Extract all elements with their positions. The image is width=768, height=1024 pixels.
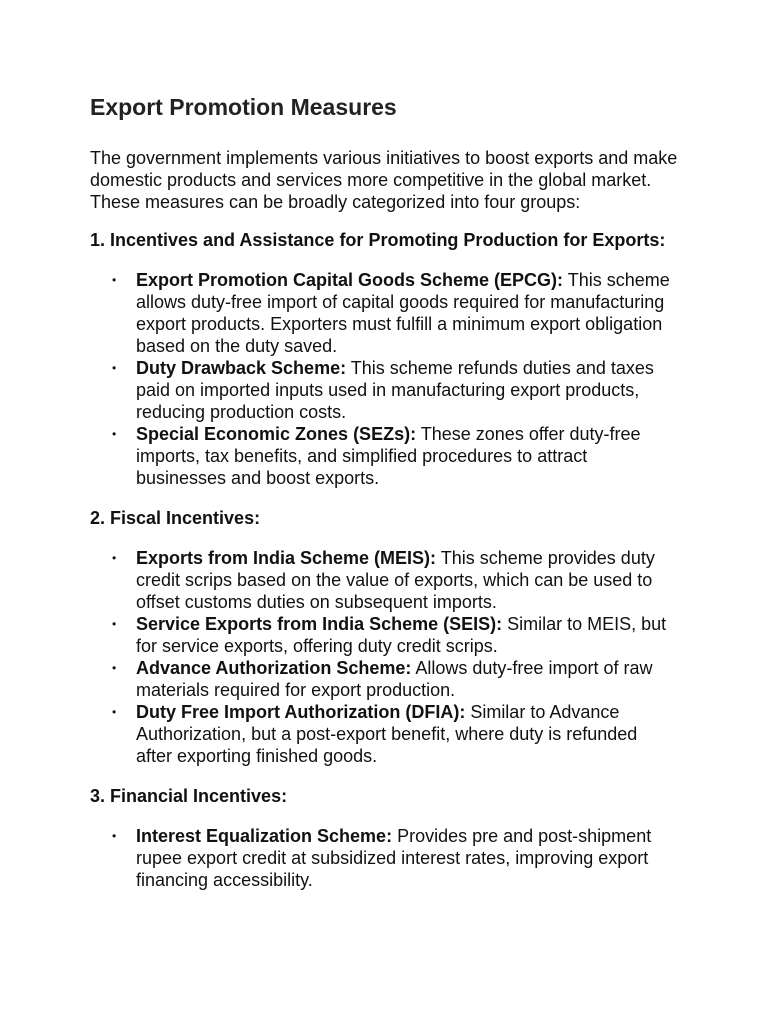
item-text: This scheme refunds duties and taxes paid on imported inputs used in manufacturing export products, reducing production costs. [136, 358, 654, 422]
item-text: Allows duty-free import of raw materials required for export production. [136, 658, 653, 700]
page-title: Export Promotion Measures [90, 94, 397, 120]
item-term: Advance Authorization Scheme: [136, 658, 412, 678]
item-term: Duty Drawback Scheme: [136, 358, 347, 378]
item-text: This scheme provides duty credit scrips based on the value of exports, which can be used to offset customs duties on subsequent imports. [136, 548, 655, 612]
item-text: These zones offer duty-free imports, tax benefits, and simplified procedures to attract businesses and boost exports. [136, 424, 641, 488]
section-list [90, 825, 678, 891]
item-text: Similar to MEIS, but for service exports, offering duty credit scrips. [136, 614, 667, 656]
item-term: Interest Equalization Scheme: [136, 826, 393, 846]
item-term: Export Promotion Capital Goods Scheme (EPCG): [136, 270, 564, 290]
list-item [90, 701, 678, 767]
intro-paragraph: The government implements various initiatives to boost exports and make domestic products and services more competitive in the global market. These measures can be broadly categorized into four groups: [90, 148, 678, 212]
section-heading: 2. Fiscal Incentives: [90, 508, 261, 528]
bullet-icon: • [112, 661, 117, 675]
bullet-icon: • [112, 829, 117, 843]
bullet-icon: • [112, 617, 117, 631]
bullet-icon: • [112, 273, 117, 287]
bullet-icon: • [112, 361, 117, 375]
section-heading: 1. Incentives and Assistance for Promoting Production for Exports: [90, 230, 666, 250]
list-item [90, 357, 678, 423]
bullet-icon: • [112, 427, 117, 441]
item-text: This scheme allows duty-free import of capital goods required for manufacturing export products. Exporters must fulfill a minimum export obligation based on the duty saved. [136, 270, 670, 356]
list-item [90, 613, 678, 657]
item-text: Similar to Advance Authorization, but a post-export benefit, where duty is refunded after exporting finished goods. [136, 702, 638, 766]
list-item [90, 657, 678, 701]
item-term: Duty Free Import Authorization (DFIA): [136, 702, 466, 722]
list-item [90, 825, 678, 891]
section-list [90, 269, 678, 489]
list-item [90, 269, 678, 357]
section-list [90, 547, 678, 767]
item-term: Service Exports from India Scheme (SEIS): [136, 614, 503, 634]
bullet-icon: • [112, 705, 117, 719]
list-item [90, 547, 678, 613]
item-term: Exports from India Scheme (MEIS): [136, 548, 437, 568]
bullet-icon: • [112, 551, 117, 565]
section-heading: 3. Financial Incentives: [90, 786, 288, 806]
item-text: Provides pre and post-shipment rupee export credit at subsidized interest rates, improving export financing accessibility. [136, 826, 652, 890]
item-term: Special Economic Zones (SEZs): [136, 424, 417, 444]
list-item [90, 423, 678, 489]
